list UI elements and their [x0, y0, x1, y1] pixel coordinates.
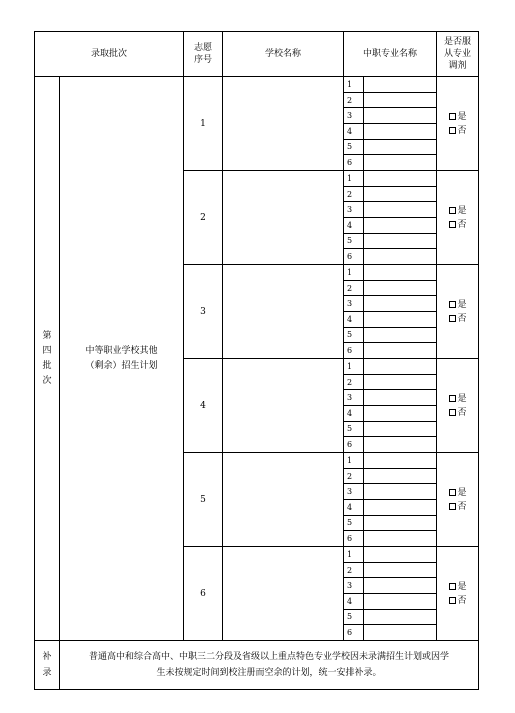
checkbox-icon[interactable] [449, 207, 456, 214]
major-index: 6 [344, 531, 364, 546]
major-cell [344, 77, 437, 171]
major-row [344, 453, 436, 468]
major-name-field[interactable] [364, 186, 437, 202]
major-row [344, 437, 436, 452]
major-index: 2 [344, 186, 364, 202]
major-row [344, 390, 436, 406]
major-index: 2 [344, 562, 364, 578]
major-name-field[interactable] [364, 531, 437, 546]
major-row [344, 359, 436, 374]
choice-rows [35, 77, 479, 641]
major-index: 6 [344, 343, 364, 358]
major-row [344, 77, 436, 92]
major-list [344, 547, 436, 640]
major-name-field[interactable] [364, 406, 437, 422]
choice-seq: 4 [184, 359, 223, 453]
major-row [344, 500, 436, 516]
adjust-options [437, 265, 479, 359]
major-row [344, 108, 436, 124]
major-row [344, 468, 436, 484]
major-row [344, 421, 436, 437]
batch-char: 第 [42, 330, 52, 341]
adjust-no-option[interactable]: 否 [437, 500, 478, 514]
major-name-field[interactable] [364, 359, 437, 374]
school-name-field[interactable] [223, 77, 344, 171]
application-table [34, 31, 479, 690]
batch-char: 次 [42, 375, 52, 386]
major-cell [344, 453, 437, 547]
adjust-options [437, 171, 479, 265]
major-name-field[interactable] [364, 202, 437, 218]
major-name-field[interactable] [364, 280, 437, 296]
major-name-field[interactable] [364, 437, 437, 452]
major-row [344, 484, 436, 500]
major-index: 3 [344, 108, 364, 124]
major-row [344, 124, 436, 140]
major-index: 5 [344, 233, 364, 249]
checkbox-icon[interactable] [449, 301, 456, 308]
major-row [344, 374, 436, 390]
major-row [344, 296, 436, 312]
school-name-field[interactable] [223, 547, 344, 641]
major-name-field[interactable] [364, 233, 437, 249]
major-list [344, 265, 436, 358]
adjust-no-option[interactable]: 否 [437, 406, 478, 420]
adjust-no-option[interactable]: 否 [437, 594, 478, 608]
major-cell [344, 359, 437, 453]
major-index: 3 [344, 578, 364, 594]
header-major: 中职专业名称 [344, 32, 437, 77]
adjust-options [437, 453, 479, 547]
major-name-field[interactable] [364, 547, 437, 562]
major-row [344, 280, 436, 296]
major-row [344, 547, 436, 562]
adjust-yes-option[interactable]: 是 [437, 580, 478, 594]
major-row [344, 155, 436, 170]
major-index: 1 [344, 453, 364, 468]
major-index: 1 [344, 171, 364, 186]
major-name-field[interactable] [364, 578, 437, 594]
choice-row [35, 77, 479, 171]
major-index: 2 [344, 92, 364, 108]
adjust-options [437, 359, 479, 453]
checkbox-icon[interactable] [449, 597, 456, 604]
major-name-field[interactable] [364, 515, 437, 531]
checkbox-icon[interactable] [449, 583, 456, 590]
checkbox-icon[interactable] [449, 503, 456, 510]
major-name-field[interactable] [364, 124, 437, 140]
major-name-field[interactable] [364, 92, 437, 108]
adjust-yes-option[interactable]: 是 [437, 204, 478, 218]
major-row [344, 139, 436, 155]
adjust-yes-option[interactable]: 是 [437, 486, 478, 500]
checkbox-icon[interactable] [449, 489, 456, 496]
major-index: 6 [344, 249, 364, 264]
major-index: 1 [344, 547, 364, 562]
major-index: 5 [344, 139, 364, 155]
major-name-field[interactable] [364, 249, 437, 264]
choice-seq: 5 [184, 453, 223, 547]
major-name-field[interactable] [364, 625, 437, 640]
footer-row [35, 641, 479, 690]
header-school: 学校名称 [223, 32, 344, 77]
major-name-field[interactable] [364, 374, 437, 390]
major-name-field[interactable] [364, 296, 437, 312]
major-index: 4 [344, 124, 364, 140]
major-list [344, 359, 436, 452]
major-index: 5 [344, 609, 364, 625]
major-row [344, 265, 436, 280]
major-index: 5 [344, 515, 364, 531]
major-index: 4 [344, 406, 364, 422]
choice-seq: 6 [184, 547, 223, 641]
major-row [344, 327, 436, 343]
school-name-field[interactable] [223, 359, 344, 453]
major-index: 6 [344, 625, 364, 640]
major-row [344, 171, 436, 186]
major-index: 2 [344, 374, 364, 390]
footer-label: 补 录 [35, 641, 60, 690]
checkbox-icon[interactable] [449, 395, 456, 402]
school-name-field[interactable] [223, 453, 344, 547]
major-name-field[interactable] [364, 171, 437, 186]
major-name-field[interactable] [364, 468, 437, 484]
batch-char: 四 [42, 345, 52, 356]
major-name-field[interactable] [364, 312, 437, 328]
major-index: 2 [344, 468, 364, 484]
major-row [344, 312, 436, 328]
major-row [344, 531, 436, 546]
major-name-field[interactable] [364, 609, 437, 625]
major-name-field[interactable] [364, 108, 437, 124]
checkbox-icon[interactable] [449, 315, 456, 322]
major-name-field[interactable] [364, 500, 437, 516]
major-index: 1 [344, 77, 364, 92]
major-row [344, 218, 436, 234]
batch-label [35, 77, 60, 641]
checkbox-icon[interactable] [449, 113, 456, 120]
header-adjust: 是否服 从专业 调剂 [437, 32, 479, 77]
adjust-yes-option[interactable]: 是 [437, 298, 478, 312]
major-name-field[interactable] [364, 327, 437, 343]
header-seq: 志愿 序号 [184, 32, 223, 77]
major-list [344, 453, 436, 546]
major-row [344, 249, 436, 264]
batch-char: 批 [42, 360, 52, 371]
major-name-field[interactable] [364, 77, 437, 92]
major-name-field[interactable] [364, 265, 437, 280]
major-row [344, 233, 436, 249]
major-name-field[interactable] [364, 453, 437, 468]
header-row [35, 32, 479, 77]
major-index: 4 [344, 594, 364, 610]
adjust-no-option[interactable]: 否 [437, 124, 478, 138]
major-index: 4 [344, 312, 364, 328]
major-index: 6 [344, 155, 364, 170]
footer-note: 普通高中和综合高中、中职三二分段及省级以上重点特色专业学校因未录满招生计划或因学 生未按规定时间到校注册而空余的计划，统一安排补录。 [60, 641, 479, 690]
major-index: 3 [344, 296, 364, 312]
adjust-options [437, 77, 479, 171]
adjust-yes-option[interactable]: 是 [437, 110, 478, 124]
major-index: 3 [344, 484, 364, 500]
major-name-field[interactable] [364, 421, 437, 437]
major-row [344, 406, 436, 422]
major-row [344, 186, 436, 202]
application-form [34, 31, 478, 690]
major-name-field[interactable] [364, 390, 437, 406]
major-name-field[interactable] [364, 155, 437, 170]
major-name-field[interactable] [364, 218, 437, 234]
major-row [344, 625, 436, 640]
choice-seq: 3 [184, 265, 223, 359]
major-row [344, 202, 436, 218]
school-name-field[interactable] [223, 265, 344, 359]
major-list [344, 171, 436, 264]
major-row [344, 92, 436, 108]
major-name-field[interactable] [364, 139, 437, 155]
choice-seq: 2 [184, 171, 223, 265]
major-row [344, 515, 436, 531]
major-index: 5 [344, 421, 364, 437]
checkbox-icon[interactable] [449, 409, 456, 416]
major-row [344, 562, 436, 578]
major-name-field[interactable] [364, 562, 437, 578]
major-index: 1 [344, 265, 364, 280]
checkbox-icon[interactable] [449, 127, 456, 134]
major-index: 2 [344, 280, 364, 296]
major-index: 3 [344, 390, 364, 406]
adjust-no-option[interactable]: 否 [437, 312, 478, 326]
major-cell [344, 171, 437, 265]
major-cell [344, 265, 437, 359]
major-list [344, 77, 436, 170]
adjust-no-option[interactable]: 否 [437, 218, 478, 232]
school-name-field[interactable] [223, 171, 344, 265]
choice-seq: 1 [184, 77, 223, 171]
adjust-yes-option[interactable]: 是 [437, 392, 478, 406]
major-index: 1 [344, 359, 364, 374]
major-index: 4 [344, 218, 364, 234]
major-index: 4 [344, 500, 364, 516]
major-index: 5 [344, 327, 364, 343]
major-index: 6 [344, 437, 364, 452]
major-row [344, 578, 436, 594]
major-index: 3 [344, 202, 364, 218]
major-row [344, 343, 436, 358]
program-name: 中等职业学校其他 （剩余）招生计划 [60, 77, 184, 641]
major-row [344, 594, 436, 610]
adjust-options [437, 547, 479, 641]
major-name-field[interactable] [364, 484, 437, 500]
checkbox-icon[interactable] [449, 221, 456, 228]
major-name-field[interactable] [364, 594, 437, 610]
major-cell [344, 547, 437, 641]
header-batch: 录取批次 [35, 32, 184, 77]
major-row [344, 609, 436, 625]
major-name-field[interactable] [364, 343, 437, 358]
